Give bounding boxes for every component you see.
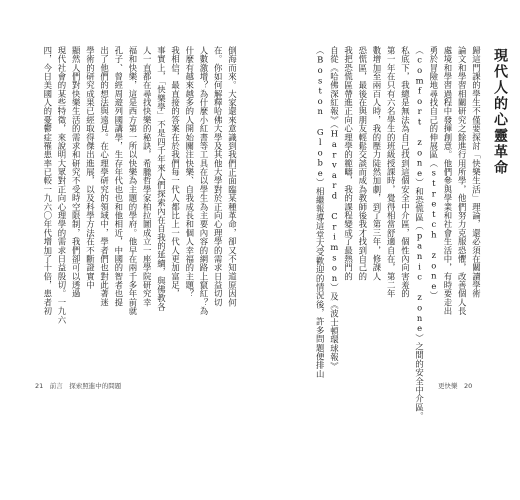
text-column: 數增加至兩百人時，我的壓力陡然加劇，到了第三年，修課人 bbox=[372, 46, 382, 281]
text-column: 論文和學習相關研究之餘進行用所學，他們努力克服恐懼，改善個人長 bbox=[457, 46, 468, 316]
left-page-folio: 21 前言 探索照進中的問題 bbox=[35, 382, 122, 390]
text-column: 顯然人們對快樂生活的需求和研究不受時空限制，我們卻可以透過 bbox=[71, 46, 82, 299]
text-column: 四，今日美國人的憂鬱症罹患率已較一九六〇年代增加了十倍，患者初 bbox=[42, 46, 53, 316]
text-column: （Boston Globe）相繼報導這堂大受歡迎的情況後，許多問題便排山 bbox=[315, 46, 326, 379]
text-column: 自從《哈佛深紅報》（Harvard Crimson）及《波士頓環球報》 bbox=[329, 46, 340, 371]
right-page-folio: 更快樂 20 bbox=[438, 382, 473, 390]
text-column: 人數激增？為什麼小紅書等工具在以學生為主要內容的網路上竄紅？為 bbox=[199, 46, 209, 316]
text-column: 出了他們的想法與遠見。在心理學研究的領域中，學者們也對此著迷 bbox=[99, 46, 110, 307]
text-column: 勇於冒險地尋找自己的伸展區（stretch zone） bbox=[428, 46, 439, 300]
text-column: 孔子、曾經周遊列國講學，生存年代也也和他相近，中國的智者也提 bbox=[113, 46, 124, 307]
text-column: 事實上，「快樂學」不是四千年來人們探索內在自我的延續，與佛教各 bbox=[156, 46, 167, 312]
text-column: 我相信，最直接的答案在於我們每一代人都比上一代人更加富足， bbox=[170, 46, 181, 299]
text-column: 第一年在只有六名學生的班級授課時，覺得相當舒適自在，第二年 bbox=[386, 46, 397, 299]
text-column: 學術的研究成果已經取得傑出進展，以及科學方法在不斷證實中 bbox=[85, 46, 96, 290]
chapter-title: 現代人的心靈革命 bbox=[492, 48, 508, 176]
text-column: 人一直都在尋找快樂的秘訣，希臘哲學家柏拉圖成立一座學院研究幸 bbox=[142, 46, 153, 307]
text-column: 在。你如何解釋哈佛大學及其他大學對於正向心理學的需求日益切切 bbox=[213, 46, 224, 307]
text-column: （comfort zone）和恐慌區（panic zone）之間的安全中介區。 bbox=[414, 46, 425, 421]
text-column: 福和快樂，這是西方第一所以快樂為主題的學府。他早在兩千多年前就 bbox=[128, 46, 138, 316]
text-column: 什麼有越來越多的人開始關注快樂、自我成長和個人幸福的主題？ bbox=[184, 46, 195, 299]
text-column: 恐慌區，最後在與朋友輕鬆交談而成為教師後我才找到自己的 bbox=[357, 46, 368, 281]
text-column: 我把恐慌區帶進正向心理學的範疇，我的課程變成了最熱門的 bbox=[343, 46, 354, 281]
text-column: 處境和學習過程中發揮創意。他們參與學業和社會生活中，有時要走出 bbox=[443, 46, 453, 316]
right-page bbox=[260, 0, 520, 500]
text-column: 現代社會的某些特徵，來說明大眾對正向心理學的需求日益殷切。一九六 bbox=[57, 46, 67, 325]
text-column: 倒海而來。大家還來意識到我們正面臨某種革命，卻又不知道原因何 bbox=[227, 46, 238, 307]
text-column: 歸這門課的學生不僅要探討「快樂生活」理論，還必須在關讀學術 bbox=[471, 46, 482, 299]
text-column: 私底下，我總是無法為自己找到這個安全中介區，個性內向害羞的 bbox=[400, 46, 411, 299]
